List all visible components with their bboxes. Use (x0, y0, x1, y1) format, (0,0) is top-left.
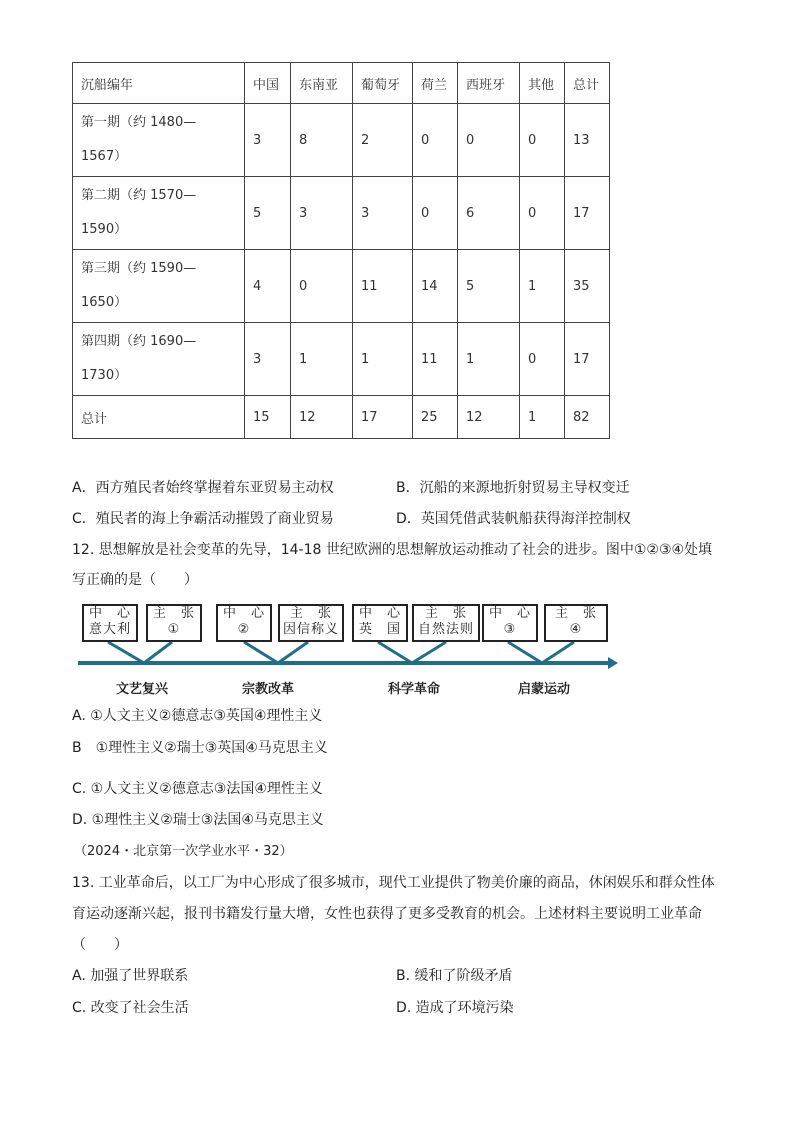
q11-option-d[interactable]: D．英国凭借武装帆船获得海洋控制权 (396, 511, 631, 527)
period-cell: 第三期（约 1590— 1650） (73, 250, 245, 323)
q12-option-a[interactable]: A. ①人文主义②德意志③英国④理性主义 (72, 708, 323, 724)
q12-option-b[interactable]: B ①理性主义②瑞士③英国④马克思主义 (72, 740, 328, 756)
table-cell: 0 (520, 323, 565, 396)
table-cell: 8 (291, 104, 353, 177)
table-row (73, 250, 610, 323)
table-cell: 0 (520, 104, 565, 177)
table-cell: 6 (458, 177, 520, 250)
table-cell: 17 (565, 323, 610, 396)
table-header-cell: 沉船编年 (73, 63, 245, 104)
timeline-label-enlightenment: 启蒙运动 (518, 682, 571, 697)
shipwreck-table (72, 62, 610, 439)
timeline-box-claim-science: 主 张 自然法则 (412, 604, 480, 642)
q11-option-b[interactable]: B．沉船的来源地折射贸易主导权变迁 (396, 480, 630, 496)
table-cell: 1 (520, 250, 565, 323)
table-cell: 4 (245, 250, 291, 323)
q11-option-a[interactable]: A．西方殖民者始终掌握着东亚贸易主动权 (72, 480, 334, 496)
q13-option-c[interactable]: C. 改变了社会生活 (72, 1000, 189, 1016)
table-cell: 2 (353, 104, 413, 177)
q13-stem-line2: 育运动逐渐兴起，报刊书籍发行量大增，女性也获得了更多受教育的机会。上述材料主要说明工业革命 (72, 906, 702, 922)
table-cell: 0 (520, 177, 565, 250)
table-cell: 12 (291, 396, 353, 439)
table-row (73, 323, 610, 396)
table-cell: 12 (458, 396, 520, 439)
period-cell: 第四期（约 1690— 1730） (73, 323, 245, 396)
timeline-arrowhead (608, 657, 618, 669)
timeline-box-center-science: 中 心 英 国 (352, 604, 408, 642)
table-header-cell: 总计 (565, 63, 610, 104)
q12-stem-line2: 写正确的是（ ） (72, 572, 198, 588)
timeline-label-reformation: 宗教改革 (242, 682, 295, 697)
q13-source: （2024・北京第一次学业水平・32） (74, 844, 293, 859)
table-header-cell: 荷兰 (413, 63, 458, 104)
period-cell: 第一期（约 1480— 1567） (73, 104, 245, 177)
q13-option-a[interactable]: A. 加强了世界联系 (72, 968, 189, 984)
total-label: 总计 (73, 396, 245, 439)
table-row (73, 177, 610, 250)
table-cell: 17 (565, 177, 610, 250)
q13-option-d[interactable]: D. 造成了环境污染 (396, 1000, 514, 1016)
q13-option-b[interactable]: B. 缓和了阶级矛盾 (396, 968, 513, 984)
table-row (73, 104, 610, 177)
table-cell: 1 (353, 323, 413, 396)
table-cell: 11 (353, 250, 413, 323)
table-cell: 3 (291, 177, 353, 250)
period-cell: 第二期（约 1570— 1590） (73, 177, 245, 250)
table-total-row (73, 396, 610, 439)
table-header-row (73, 63, 610, 104)
timeline-label-renaissance: 文艺复兴 (116, 682, 169, 697)
table-cell: 5 (458, 250, 520, 323)
table-cell: 3 (245, 104, 291, 177)
timeline-label-scientific-revolution: 科学革命 (388, 682, 441, 697)
table-cell: 3 (245, 323, 291, 396)
table-header-cell: 西班牙 (458, 63, 520, 104)
q12-option-d[interactable]: D. ①理性主义②瑞士③法国④马克思主义 (72, 812, 324, 828)
table-cell: 0 (413, 177, 458, 250)
timeline-box-claim-renaissance: 主 张 ① (146, 604, 202, 642)
table-cell: 15 (245, 396, 291, 439)
table-cell: 3 (353, 177, 413, 250)
timeline-diagram (72, 600, 622, 700)
timeline-box-center-enlightenment: 中 心 ③ (482, 604, 538, 642)
q13-stem-line1: 13. 工业革命后，以工厂为中心形成了很多城市，现代工业提供了物美价廉的商品，休闲娱乐和群众性体 (72, 875, 715, 891)
table-cell: 13 (565, 104, 610, 177)
table-cell: 17 (353, 396, 413, 439)
table-cell: 35 (565, 250, 610, 323)
table-cell: 25 (413, 396, 458, 439)
timeline-box-claim-enlightenment: 主 张 ④ (544, 604, 608, 642)
table-header-cell: 其他 (520, 63, 565, 104)
table-cell: 82 (565, 396, 610, 439)
table-cell: 5 (245, 177, 291, 250)
table-cell: 0 (291, 250, 353, 323)
table-cell: 14 (413, 250, 458, 323)
q12-stem-line1: 12. 思想解放是社会变革的先导，14-18 世纪欧洲的思想解放运动推动了社会的进步。图中①②③④处填 (72, 542, 713, 558)
table-cell: 0 (458, 104, 520, 177)
q11-option-c[interactable]: C．殖民者的海上争霸活动摧毁了商业贸易 (72, 511, 334, 527)
timeline-box-claim-reformation: 主 张 因信称义 (278, 604, 344, 642)
table-header-cell: 中国 (245, 63, 291, 104)
q12-option-c[interactable]: C. ①人文主义②德意志③法国④理性主义 (72, 781, 323, 797)
table-cell: 1 (291, 323, 353, 396)
table-cell: 1 (520, 396, 565, 439)
table-header-cell: 葡萄牙 (353, 63, 413, 104)
timeline-box-center-renaissance: 中 心 意大利 (82, 604, 138, 642)
table-cell: 11 (413, 323, 458, 396)
table-header-cell: 东南亚 (291, 63, 353, 104)
timeline-box-center-reformation: 中 心 ② (216, 604, 272, 642)
q13-stem-line3: （ ） (72, 937, 128, 953)
table-cell: 1 (458, 323, 520, 396)
table-cell: 0 (413, 104, 458, 177)
